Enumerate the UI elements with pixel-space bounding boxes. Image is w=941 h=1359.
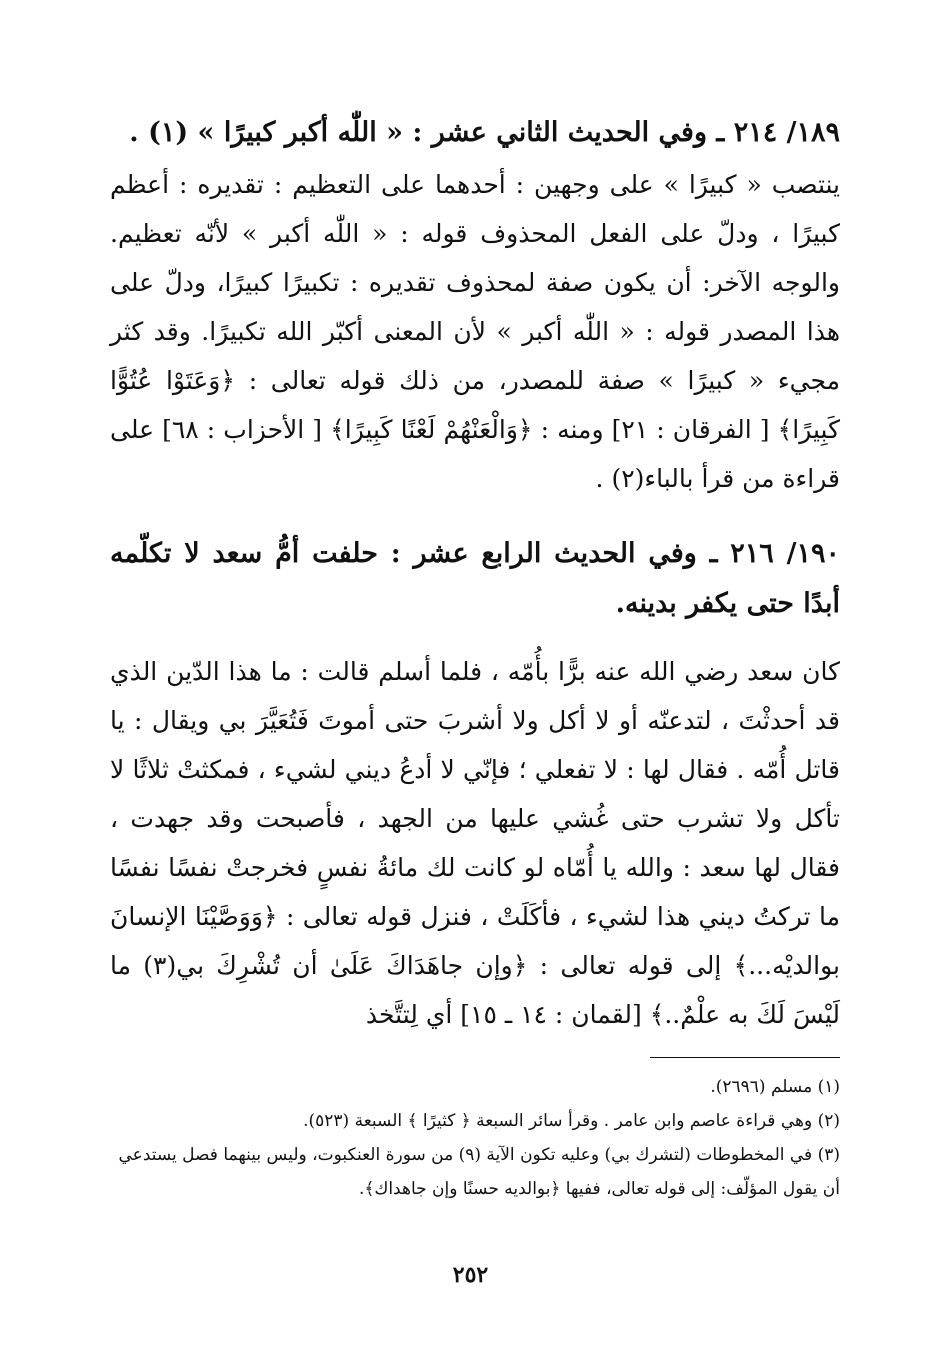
- heading-title: ـ وفي الحديث الرابع عشر : حلفت أمُّ سعد لا تكلّمه أبدًا حتى يكفر بدينه.: [110, 538, 840, 619]
- footnote-3: (٣) في المخطوطات (لتشرك بي) وعليه تكون الآية (٩) من سورة العنكبوت، وليس بينهما فصل يستدعي أن يقول المؤلّف: إلى قوله تعالى، ففيها ﴿بوالديه حسنًا وإن جاهداك﴾.: [118, 1145, 840, 1199]
- footnote-1: (١) مسلم (٢٦٩٦).: [710, 1077, 840, 1097]
- page-body: [110, 108, 840, 1039]
- footnotes: [110, 1070, 840, 1206]
- commentary-paragraph-2: كان سعد رضي الله عنه برًّا بأُمّه ، فلما أسلم قالت : ما هذا الدّين الذي قد أحدثْتَ ، لتدعنّه أو لا أكل ولا أشربَ حتى أموتَ فَتُعَيَّرَ بي ويقال : يا قاتل أُمّه . فقال لها : لا تفعلي ؛ فإنّي لا أدعُ ديني لشيء ، فمكثتْ ثلاثًا لا تأكل ولا تشرب حتى غُشي عليها من الجهد ، فأصبحت وقد جهدت ، فقال لها سعد : والله يا أُمّاه لو كانت لك مائةُ نفسٍ فخرجتْ نفسًا نفسًا ما تركتُ ديني هذا لشيء ، فأكَلَتْ ، فنزل قوله تعالى : ﴿وَوَصَّيْنَا الإنسانَ بوالديْه...﴾ إلى قوله تعالى : ﴿وإن جاهَدَاكَ عَلَىٰ أن تُشْرِكَ بي(٣) ما لَيْسَ لَكَ به علْمٌ..﴾ [لقمان : ١٤ ـ ١٥] أي لِتتَّخذ: [110, 657, 840, 1029]
- hadith-heading-190: [110, 529, 840, 629]
- heading-number: ١٨٩/ ٢١٤: [733, 117, 840, 148]
- commentary-paragraph-1: ينتصب « كبيرًا » على وجهين : أحدهما على التعظيم : تقديره : أعظم كبيرًا ، ودلّ على الفعل المحذوف قوله : « اللّٰه أكبر » لأنّه تعظيم. والوجه الآخر: أن يكون صفة لمحذوف تقديره : تكبيرًا كبيرًا، ودلّ على هذا المصدر قوله : « اللّٰه أكبر » لأن المعنى أكبّر الله تكبيرًا. وقد كثر مجيء « كبيرًا » صفة للمصدر، من ذلك قوله تعالى : ﴿وَعَتَوْا عُتُوًّا كَبِيرًا﴾ [ الفرقان : ٢١] ومنه : ﴿وَالْعَنْهُمْ لَعْنًا كَبِيرًا﴾ [ الأحزاب : ٦٨] على قراءة من قرأ بالباء(٢) .: [110, 170, 840, 493]
- heading-number: ١٩٠/ ٢١٦: [730, 538, 840, 569]
- footnote-2: (٢) وهي قراءة عاصم وابن عامر . وقرأ سائر السبعة ﴿ كثيرًا ﴾ السبعة (٥٢٣).: [303, 1111, 840, 1131]
- footnote-divider: [650, 1057, 840, 1058]
- hadith-heading-189: [110, 108, 840, 158]
- heading-title: ـ وفي الحديث الثاني عشر : « اللّٰه أكبر كبيرًا » (١) .: [129, 117, 725, 148]
- page-number: ٢٥٢: [452, 1262, 489, 1288]
